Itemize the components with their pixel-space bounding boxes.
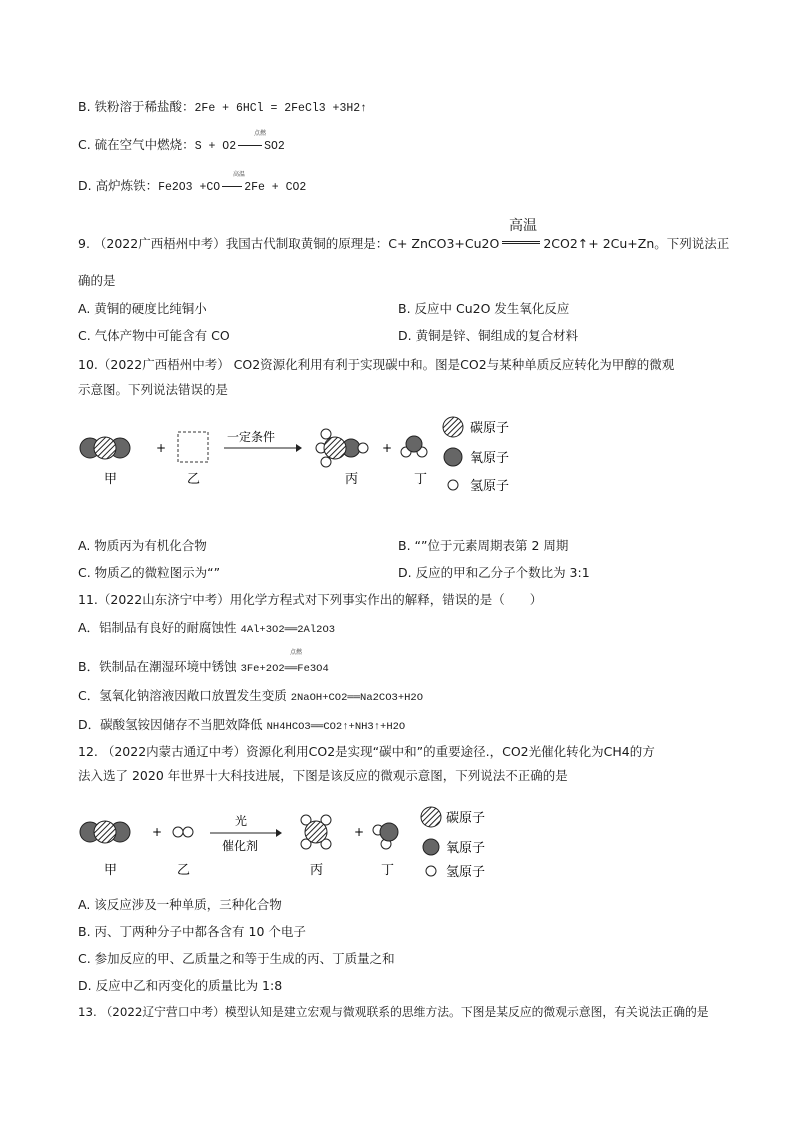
q10-stem-line2: 示意图。下列说法错误的是	[78, 382, 229, 397]
equation: NH4HCO3══CO2↑+NH3↑+H2O	[266, 721, 406, 733]
option-text: B．铁制品在潮湿环境中锈蚀	[78, 659, 241, 674]
legend-oxygen-label: 氧原子	[470, 451, 510, 466]
condition-bottom-label: 催化剂	[222, 839, 259, 853]
stem-text: 9. （2022广西梧州中考）我国古代制取黄铜的原理是：C+ ZnCO3+Cu2O	[78, 236, 500, 251]
q10-stem-line1: 10.（2022广西梧州中考） CO2资源化利用有利于实现碳中和。图是CO2与某种单质反应转化为甲醇的微观	[78, 357, 675, 372]
label-jia: 甲	[104, 863, 118, 878]
q9-stem-line2: 确的是	[78, 273, 116, 288]
equation-right: 2Fe + CO2	[244, 181, 307, 194]
q9-option-c: C. 气体产物中可能含有 CO	[78, 328, 230, 343]
q12-option-c: C. 参加反应的甲、乙质量之和等于生成的丙、丁质量之和	[78, 951, 395, 966]
unknown-substance-box	[178, 432, 208, 462]
condition-top-label: 光	[235, 814, 248, 828]
legend-carbon	[443, 417, 463, 437]
q11-option-d	[78, 716, 405, 736]
label-jia: 甲	[104, 472, 118, 487]
label-yi: 乙	[177, 863, 191, 878]
equation-left: S + O2	[194, 140, 237, 153]
q12-option-a: A. 该反应涉及一种单质，三种化合物	[78, 897, 282, 912]
legend-oxygen	[444, 448, 462, 466]
equation: 4Al+3O2══2Al2O3	[240, 624, 336, 636]
condition-label: 一定条件	[227, 430, 276, 444]
legend-hydrogen	[448, 480, 458, 490]
option-text: C．氢氧化钠溶液因敞口放置发生变质	[78, 688, 291, 703]
equation: 2NaOH+CO2══Na2CO3+H2O	[290, 692, 424, 704]
molecule-bing	[316, 429, 368, 467]
option-label: C. 硫在空气中燃烧：	[78, 137, 195, 152]
molecule-jia	[80, 821, 130, 843]
legend-hydrogen-label: 氢原子	[446, 865, 486, 880]
condition-label: 点燃	[290, 649, 303, 656]
reaction-line	[222, 177, 242, 187]
q12-option-b: B. 丙、丁两种分子中都各含有 10 个电子	[78, 924, 306, 939]
option-label: B. 铁粉溶于稀盐酸：	[78, 99, 195, 114]
q10-reaction-diagram	[70, 410, 550, 500]
svg-text:+: +	[156, 441, 167, 455]
q12-option-d: D. 反应中乙和丙变化的质量比为 1:8	[78, 978, 283, 993]
q13-stem: 13. （2022辽宁营口中考）模型认知是建立宏观与微观联系的思维方法。下图是某反应的微观示意图，有关说法正确的是	[78, 1005, 709, 1019]
condition-label: 高温	[233, 171, 246, 178]
q9-option-b: B. 反应中 Cu2O 发生氧化反应	[398, 301, 570, 316]
legend-carbon-label: 碳原子	[470, 421, 510, 436]
q9-option-a: A. 黄铜的硬度比纯铜小	[78, 301, 207, 316]
svg-text:+: +	[152, 825, 163, 839]
label-yi: 乙	[187, 472, 201, 487]
q12-stem-line2: 法入选了 2020 年世界十大科技进展，下图是该反应的微观示意图，下列说法不正确的是	[78, 768, 568, 783]
label-ding: 丁	[381, 863, 395, 878]
legend-carbon	[421, 807, 441, 827]
option-text: A．铝制品有良好的耐腐蚀性	[78, 620, 241, 635]
equation-left: Fe2O3 +CO	[158, 181, 221, 194]
q11-option-a	[78, 619, 335, 639]
molecule-ding	[401, 436, 427, 457]
q8-option-d	[78, 177, 306, 197]
q8-option-c	[78, 136, 285, 156]
q8-option-b	[78, 98, 367, 118]
label-bing: 丙	[345, 472, 359, 487]
reaction-line	[238, 136, 262, 146]
q12-reaction-diagram	[70, 800, 550, 885]
molecule-ding	[373, 823, 398, 849]
equation: 2Fe + 6HCl = 2FeCl3 +3H2↑	[194, 102, 368, 115]
option-label: D. 高炉炼铁：	[78, 178, 159, 193]
label-bing: 丙	[310, 863, 324, 878]
q11-stem: 11.（2022山东济宁中考）用化学方程式对下列事实作出的解释，错误的是（ ）	[78, 592, 543, 607]
legend-oxygen	[423, 839, 439, 855]
q10-option-c: C. 物质乙的微粒图示为“”	[78, 565, 221, 580]
q10-option-d: D. 反应的甲和乙分子个数比为 3:1	[398, 565, 590, 580]
legend-hydrogen	[426, 866, 436, 876]
q12-stem-line1: 12. （2022内蒙古通辽中考）资源化利用CO2是实现“碳中和”的重要途径.，CO2光催化转化为CH4的方	[78, 744, 655, 759]
q10-option-a: A. 物质丙为有机化合物	[78, 538, 207, 553]
legend-oxygen-label: 氧原子	[446, 841, 486, 856]
equation-right: SO2	[264, 140, 285, 153]
q9-option-d: D. 黄铜是锌、铜组成的复合材料	[398, 328, 579, 343]
svg-text:+: +	[382, 441, 393, 455]
legend-carbon-label: 碳原子	[446, 811, 486, 826]
legend-hydrogen-label: 氢原子	[470, 479, 510, 494]
molecule-bing	[301, 815, 331, 849]
molecule-jia	[80, 437, 130, 459]
molecule-yi	[173, 827, 193, 837]
condition-label: 高温	[509, 218, 537, 234]
equation: 3Fe+2O2══Fe3O4	[240, 663, 329, 675]
q9-stem-line1	[78, 233, 729, 253]
svg-text:+: +	[354, 825, 365, 839]
q11-option-c	[78, 687, 423, 707]
stem-text: 2CO2↑+ 2Cu+Zn。下列说法正	[543, 236, 730, 251]
label-ding: 丁	[414, 472, 428, 487]
q10-option-b: B. “”位于元素周期表第 2 周期	[398, 538, 569, 553]
option-text: D．碳酸氢铵因储存不当肥效降低	[78, 717, 267, 732]
q11-option-b	[78, 658, 329, 678]
condition-label: 点燃	[254, 130, 267, 137]
